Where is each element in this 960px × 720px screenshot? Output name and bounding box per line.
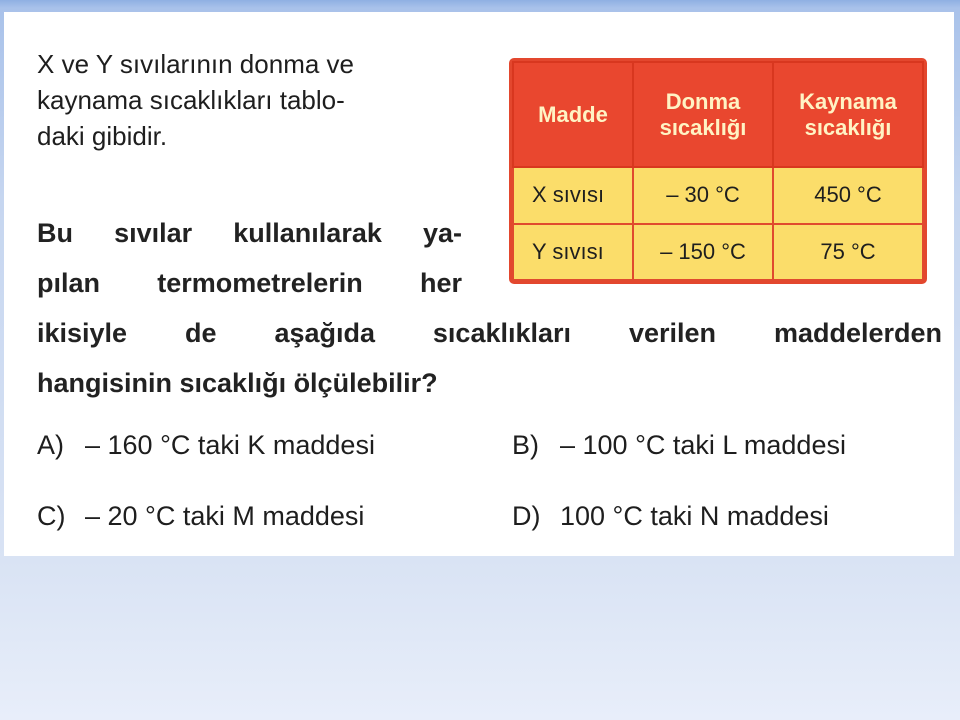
cell-freezing-point: – 150 °C — [633, 224, 773, 280]
header-substance: Madde — [513, 62, 633, 167]
cell-substance-name: X sıvısı — [513, 167, 633, 223]
table-header-row — [513, 62, 923, 167]
option-text: – 160 °C taki K maddesi — [85, 430, 375, 460]
header-boiling-line: Kaynama — [799, 88, 897, 114]
option-letter: A) — [37, 430, 64, 460]
option-text: – 20 °C taki M maddesi — [85, 501, 365, 531]
header-boiling-line: sıcaklığı — [804, 114, 892, 140]
cell-boiling-point: 75 °C — [773, 224, 923, 280]
option-text: 100 °C taki N maddesi — [560, 501, 829, 531]
header-freezing-line: sıcaklığı — [659, 114, 747, 140]
intro-line: daki gibidir. — [37, 121, 168, 151]
question-text — [37, 208, 942, 408]
question-line: Bu sıvılar kullanılarak ya- — [37, 218, 462, 248]
question-card — [4, 12, 954, 556]
intro-line: X ve Y sıvılarının donma ve — [37, 49, 354, 79]
header-freezing-line: Donma — [665, 88, 741, 114]
option-c[interactable] — [37, 499, 364, 533]
option-b[interactable] — [512, 428, 846, 462]
header-freezing-point — [633, 62, 773, 167]
intro-line: kaynama sıcaklıkları tablo- — [37, 85, 345, 115]
option-letter: C) — [37, 501, 66, 531]
option-letter: B) — [512, 430, 539, 460]
question-line: ikisiyle de aşağıda sıcaklıkları verilen maddelerden — [37, 318, 942, 348]
option-d[interactable] — [512, 499, 829, 533]
option-text: – 100 °C taki L maddesi — [560, 430, 846, 460]
header-boiling-point — [773, 62, 923, 167]
question-line: hangisinin sıcaklığı ölçülebilir? — [37, 368, 438, 398]
cell-substance-name: Y sıvısı — [513, 224, 633, 280]
option-a[interactable] — [37, 428, 375, 462]
intro-text — [37, 46, 467, 154]
question-line: pılan termometrelerin her — [37, 268, 462, 298]
cell-boiling-point: 450 °C — [773, 167, 923, 223]
option-letter: D) — [512, 501, 541, 531]
cell-freezing-point: – 30 °C — [633, 167, 773, 223]
